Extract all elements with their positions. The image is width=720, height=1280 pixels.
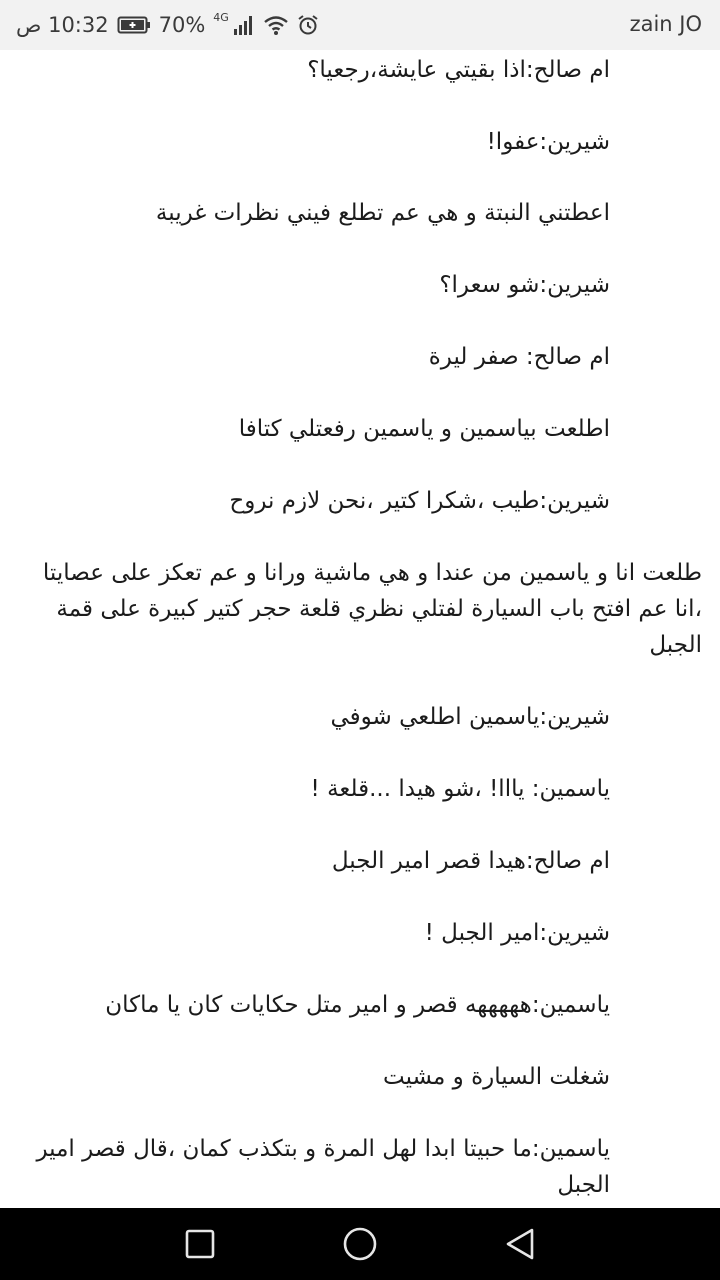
- back-icon[interactable]: [502, 1226, 538, 1262]
- wifi-icon: [263, 14, 289, 36]
- alarm-icon: [297, 14, 319, 36]
- story-paragraph: شيرين:طيب ،شكرا كتير ،نحن لازم نروح: [229, 488, 610, 514]
- clock: 10:32 ص: [16, 13, 109, 37]
- story-paragraph: ياسمين: يااا! ،شو هيدا ...قلعة !: [310, 776, 610, 802]
- story-paragraph: اطلعت بياسمين و ياسمين رفعتلي كتافا: [238, 416, 610, 442]
- story-paragraph: شغلت السيارة و مشيت: [383, 1064, 610, 1090]
- story-paragraph: شيرين:عفوا!: [486, 129, 610, 155]
- story-paragraph: ام صالح:اذا بقيتي عايشة،رجعيا؟: [307, 57, 610, 83]
- story-content[interactable]: [0, 50, 720, 1205]
- story-paragraph: ام صالح: صفر ليرة: [428, 344, 610, 370]
- network-type: 4G: [213, 10, 229, 24]
- home-icon[interactable]: [342, 1226, 378, 1262]
- story-paragraph: شيرين:ياسمين اطلعي شوفي: [330, 704, 610, 730]
- story-paragraph: طلعت انا و ياسمين من عندا و هي ماشية ورانا و عم تعكز على عصايتا ،انا عم افتح باب السيارة لفتلي نظري قلعة حجر كتير كبيرة على قمة الجبل: [42, 560, 702, 658]
- story-paragraph: ام صالح:هيدا قصر امير الجبل: [331, 848, 610, 874]
- story-paragraph: ياسمين:هههههه قصر و امير متل حكايات كان يا ماكان: [105, 992, 610, 1018]
- story-paragraph: شيرين:امير الجبل !: [424, 920, 610, 946]
- story-paragraph: شيرين:شو سعرا؟: [439, 272, 610, 298]
- signal-icon: [233, 14, 255, 36]
- story-paragraph: اعطتني النبتة و هي عم تطلع فيني نظرات غريبة: [155, 200, 610, 226]
- battery-percent: 70%: [158, 13, 206, 37]
- status-bar: [0, 0, 720, 50]
- recent-apps-icon[interactable]: [182, 1226, 218, 1262]
- system-indicators: [16, 10, 319, 40]
- carrier-name: zain JO: [629, 12, 702, 36]
- story-paragraph: ياسمين:ما حبيتا ابدا لهل المرة و بتكذب كمان ،قال قصر امير الجبل: [36, 1136, 610, 1198]
- navigation-bar: [0, 1208, 720, 1280]
- battery-icon: [117, 15, 151, 35]
